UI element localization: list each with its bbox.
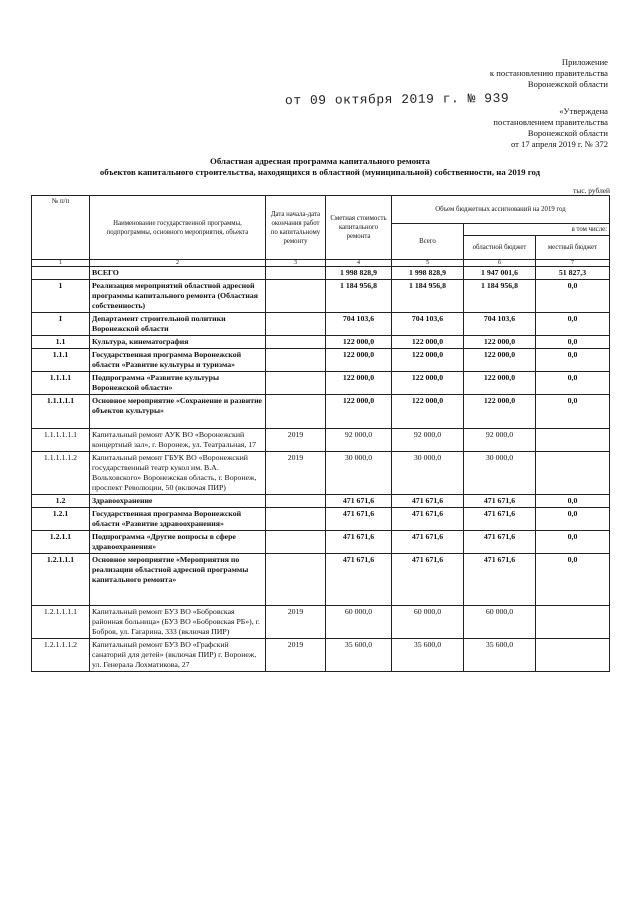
row-cost: 35 600,0: [326, 639, 392, 672]
row-regional: 122 000,0: [464, 336, 536, 349]
row-total: 92 000,0: [392, 429, 464, 452]
row-cost: 471 671,6: [326, 531, 392, 554]
row-name: Культура, кинематография: [90, 336, 266, 349]
appendix-line: Приложение: [561, 57, 608, 67]
row-number: 1: [32, 280, 90, 313]
row-name: Государственная программа Воронежской области «Развитие культуры и туризма»: [90, 349, 266, 372]
row-number: 1.1.1.1: [32, 372, 90, 395]
column-number: 4: [326, 260, 392, 267]
table-row: [32, 495, 610, 508]
table-row: [32, 531, 610, 554]
appendix-line: к постановлению правительства: [489, 68, 608, 78]
row-name: Подпрограмма «Развитие культуры Воронежской области»: [90, 372, 266, 395]
row-date: [266, 280, 326, 313]
row-name: Государственная программа Воронежской области «Развитие здравоохранения»: [90, 508, 266, 531]
row-number: 1.1.1.1.1: [32, 395, 90, 429]
header-no: № п/п: [32, 196, 90, 260]
row-name: Капитальный ремонт АУК ВО «Воронежский концертный зал», г. Воронеж, ул. Театральная, 17: [90, 429, 266, 452]
row-local: 51 827,3: [536, 267, 610, 280]
row-cost: 1 998 828,9: [326, 267, 392, 280]
row-name: Подпрограмма «Другие вопросы в сфере здравоохранения»: [90, 531, 266, 554]
table-row: [32, 349, 610, 372]
row-total: 471 671,6: [392, 495, 464, 508]
row-number: 1.1.1.1.1.2: [32, 452, 90, 495]
row-cost: 471 671,6: [326, 554, 392, 606]
column-number: 6: [464, 260, 536, 267]
table-row: [32, 395, 610, 429]
column-number-row: [32, 260, 610, 267]
row-local: 0,0: [536, 313, 610, 336]
column-number: 5: [392, 260, 464, 267]
row-name: Здравоохранение: [90, 495, 266, 508]
row-date: [266, 349, 326, 372]
row-name: Основное мероприятие «Мероприятия по реализации областной адресной программы капитального ремонта»: [90, 554, 266, 606]
header-date: Дата начала-дата окончания работ по капитальному ремонту: [266, 196, 326, 260]
row-regional: 122 000,0: [464, 349, 536, 372]
approved-note: [493, 106, 608, 150]
row-total: 122 000,0: [392, 336, 464, 349]
table-row: [32, 639, 610, 672]
row-local: 0,0: [536, 508, 610, 531]
row-cost: 471 671,6: [326, 495, 392, 508]
header-regional: областной бюджет: [464, 236, 536, 260]
row-cost: 1 184 956,8: [326, 280, 392, 313]
row-cost: 122 000,0: [326, 395, 392, 429]
row-regional: 1 947 001,6: [464, 267, 536, 280]
row-number: 1.2.1.1.1: [32, 554, 90, 606]
row-date: [266, 508, 326, 531]
approved-line: Воронежской области: [527, 128, 608, 138]
row-regional: 704 103,6: [464, 313, 536, 336]
row-total: 1 998 828,9: [392, 267, 464, 280]
row-total: 471 671,6: [392, 554, 464, 606]
row-regional: 471 671,6: [464, 531, 536, 554]
row-name: Основное мероприятие «Сохранение и развитие объектов культуры»: [90, 395, 266, 429]
row-number: 1.2.1: [32, 508, 90, 531]
table-row: [32, 429, 610, 452]
program-table: [31, 195, 610, 672]
row-local: [536, 429, 610, 452]
row-regional: 92 000,0: [464, 429, 536, 452]
table-row: [32, 267, 610, 280]
row-total: 30 000,0: [392, 452, 464, 495]
row-date: [266, 336, 326, 349]
row-total: 471 671,6: [392, 508, 464, 531]
row-local: [536, 606, 610, 639]
row-number: [32, 267, 90, 280]
header-total: Всего: [392, 224, 464, 260]
row-date: [266, 267, 326, 280]
row-number: 1.1.1.1.1.1: [32, 429, 90, 452]
row-regional: 60 000,0: [464, 606, 536, 639]
table-row: [32, 554, 610, 606]
row-date: [266, 531, 326, 554]
row-local: 0,0: [536, 336, 610, 349]
row-date: 2019: [266, 606, 326, 639]
row-local: 0,0: [536, 349, 610, 372]
row-number: 1.1: [32, 336, 90, 349]
row-name: Департамент строительной политики Воронежской области: [90, 313, 266, 336]
row-total: 60 000,0: [392, 606, 464, 639]
header-local: местный бюджет: [536, 236, 610, 260]
table-row: [32, 508, 610, 531]
row-date: 2019: [266, 452, 326, 495]
row-cost: 60 000,0: [326, 606, 392, 639]
row-name: Капитальный ремонт БУЗ ВО «Бобровская районная больница» (БУЗ ВО «Бобровская РБ»), г. Бобров, ул. Гагарина, 333 (включая ПИР): [90, 606, 266, 639]
row-date: [266, 313, 326, 336]
row-total: 471 671,6: [392, 531, 464, 554]
table-row: [32, 280, 610, 313]
document-title: Областная адресная программа капитального ремонта: [210, 156, 430, 166]
row-regional: 122 000,0: [464, 395, 536, 429]
row-regional: 471 671,6: [464, 508, 536, 531]
approved-line: постановлением правительства: [493, 117, 608, 127]
row-date: [266, 395, 326, 429]
header-incl: в том числе:: [464, 224, 610, 236]
row-number: 1.1.1: [32, 349, 90, 372]
row-local: [536, 452, 610, 495]
approved-line: от 17 апреля 2019 г. № 372: [510, 139, 608, 149]
row-number: 1.2.1.1: [32, 531, 90, 554]
column-number: 7: [536, 260, 610, 267]
table-row: [32, 452, 610, 495]
units-label: тыс. рублей: [573, 186, 610, 195]
table-row: [32, 606, 610, 639]
date-stamp: от 09 октября 2019 г. № 939: [284, 90, 510, 109]
row-date: [266, 495, 326, 508]
column-number: 3: [266, 260, 326, 267]
row-total: 122 000,0: [392, 372, 464, 395]
row-local: 0,0: [536, 495, 610, 508]
row-total: 35 600,0: [392, 639, 464, 672]
row-cost: 92 000,0: [326, 429, 392, 452]
row-date: 2019: [266, 639, 326, 672]
row-date: [266, 554, 326, 606]
row-cost: 122 000,0: [326, 336, 392, 349]
header-cost: Сметная стоимость капитального ремонта: [326, 196, 392, 260]
row-regional: 35 600,0: [464, 639, 536, 672]
row-local: 0,0: [536, 395, 610, 429]
row-cost: 122 000,0: [326, 372, 392, 395]
row-local: 0,0: [536, 531, 610, 554]
row-cost: 30 000,0: [326, 452, 392, 495]
approved-line: «Утверждена: [559, 106, 608, 116]
row-local: 0,0: [536, 280, 610, 313]
row-regional: 471 671,6: [464, 554, 536, 606]
header-name: Наименование государственной программы, подпрограммы, основного мероприятия, объекта: [90, 196, 266, 260]
row-number: 1.2.1.1.1.1: [32, 606, 90, 639]
table-row: [32, 313, 610, 336]
row-date: [266, 372, 326, 395]
row-name: Капитальный ремонт БУЗ ВО «Графский санаторий для детей» (включая ПИР) г. Воронеж, ул. Генерала Лохматикова, 27: [90, 639, 266, 672]
row-total: 1 184 956,8: [392, 280, 464, 313]
row-cost: 471 671,6: [326, 508, 392, 531]
document-subtitle: объектов капитального строительства, находящихся в областной (муниципальной) собственности, на 2019 год: [99, 167, 541, 177]
row-regional: 1 184 956,8: [464, 280, 536, 313]
row-regional: 30 000,0: [464, 452, 536, 495]
row-total: 122 000,0: [392, 349, 464, 372]
row-number: I: [32, 313, 90, 336]
header-volume: Объем бюджетных ассигнований на 2019 год: [392, 196, 610, 224]
row-number: 1.2.1.1.1.2: [32, 639, 90, 672]
table-row: [32, 336, 610, 349]
row-number: 1.2: [32, 495, 90, 508]
row-cost: 122 000,0: [326, 349, 392, 372]
row-local: 0,0: [536, 372, 610, 395]
row-regional: 122 000,0: [464, 372, 536, 395]
row-name: Капитальный ремонт ГБУК ВО «Воронежский государственный театр кукол им. В.А. Вольховского» Воронежская область, г. Воронеж, проспект Революции, 50 (включая ПИР): [90, 452, 266, 495]
row-name: ВСЕГО: [90, 267, 266, 280]
column-number: 2: [90, 260, 266, 267]
row-regional: 471 671,6: [464, 495, 536, 508]
row-date: 2019: [266, 429, 326, 452]
appendix-note: [490, 57, 608, 90]
appendix-line: Воронежской области: [527, 79, 608, 89]
column-number: 1: [32, 260, 90, 267]
row-total: 122 000,0: [392, 395, 464, 429]
row-cost: 704 103,6: [326, 313, 392, 336]
row-total: 704 103,6: [392, 313, 464, 336]
row-local: 0,0: [536, 554, 610, 606]
row-local: [536, 639, 610, 672]
table-row: [32, 372, 610, 395]
row-name: Реализация мероприятий областной адресной программы капитального ремонта (Областная собственность): [90, 280, 266, 313]
